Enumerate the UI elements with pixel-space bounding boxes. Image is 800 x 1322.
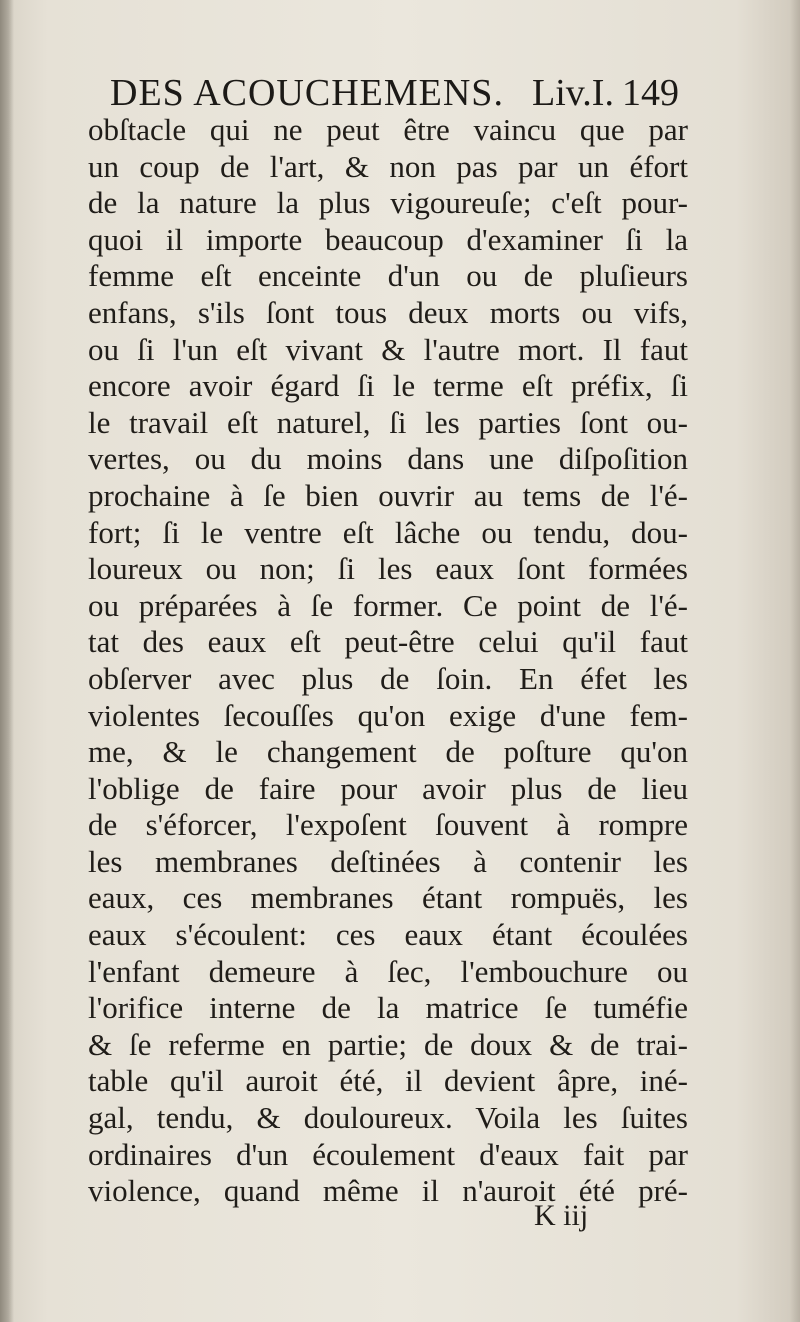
running-title: DES ACOUCHEMENS. bbox=[110, 72, 504, 114]
text-line: ou préparées à ſe former. Ce point de l'é- bbox=[88, 587, 688, 623]
text-line: fort; ſi le ventre eſt lâche ou tendu, dou- bbox=[88, 514, 688, 550]
text-line: de la nature la plus vigoureuſe; c'eſt pour- bbox=[88, 185, 688, 221]
text-line: quoi il importe beaucoup d'examiner ſi la bbox=[88, 221, 688, 257]
text-line: obſerver avec plus de ſoin. En éfet les bbox=[88, 660, 688, 696]
text-line: un coup de l'art, & non pas par un éfort bbox=[88, 148, 688, 184]
text-line: le travail eſt naturel, ſi les parties ſont ou- bbox=[88, 404, 688, 440]
text-line: tat des eaux eſt peut-être celui qu'il faut bbox=[88, 624, 688, 660]
page-edge bbox=[790, 0, 800, 1322]
page-number: 149 bbox=[622, 72, 679, 114]
text-line: enfans, s'ils ſont tous deux morts ou vifs, bbox=[88, 294, 688, 330]
text-line: ou ſi l'un eſt vivant & l'autre mort. Il faut bbox=[88, 331, 688, 367]
text-line: ordinaires d'un écoulement d'eaux fait par bbox=[88, 1136, 688, 1172]
text-line: l'orifice interne de la matrice ſe tuméfie bbox=[88, 990, 688, 1026]
text-line: l'oblige de faire pour avoir plus de lieu bbox=[88, 770, 688, 806]
text-line: loureux ou non; ſi les eaux ſont formées bbox=[88, 551, 688, 587]
running-header bbox=[110, 68, 690, 118]
binding-gutter bbox=[0, 0, 14, 1322]
text-line: violence, quand même il n'auroit été pré- bbox=[88, 1173, 688, 1209]
text-line: femme eſt enceinte d'un ou de pluſieurs bbox=[88, 258, 688, 294]
text-line: les membranes deſtinées à contenir les bbox=[88, 843, 688, 879]
text-line: obſtacle qui ne peut être vaincu que par bbox=[88, 112, 688, 147]
text-line: vertes, ou du moins dans une diſpoſition bbox=[88, 441, 688, 477]
text-line: de s'éforcer, l'expoſent ſouvent à rompre bbox=[88, 807, 688, 843]
text-line: violentes ſecouſſes qu'on exige d'une fem- bbox=[88, 697, 688, 733]
text-line: eaux s'écoulent: ces eaux étant écoulées bbox=[88, 917, 688, 953]
text-line: prochaine à ſe bien ouvrir au tems de l'é- bbox=[88, 477, 688, 513]
text-line: eaux, ces membranes étant rompuës, les bbox=[88, 880, 688, 916]
text-line: encore avoir égard ſi le terme eſt préfix, ſi bbox=[88, 368, 688, 404]
text-line: table qu'il auroit été, il devient âpre, iné- bbox=[88, 1063, 688, 1099]
text-line: & ſe referme en partie; de doux & de trai- bbox=[88, 1026, 688, 1062]
body-text bbox=[88, 112, 688, 1212]
signature-mark: K iij bbox=[534, 1199, 589, 1232]
book-reference: Liv.I. bbox=[532, 72, 614, 114]
text-line: l'enfant demeure à ſec, l'embouchure ou bbox=[88, 953, 688, 989]
text-line: me, & le changement de poſture qu'on bbox=[88, 734, 688, 770]
text-line: gal, tendu, & douloureux. Voila les ſuites bbox=[88, 1100, 688, 1136]
